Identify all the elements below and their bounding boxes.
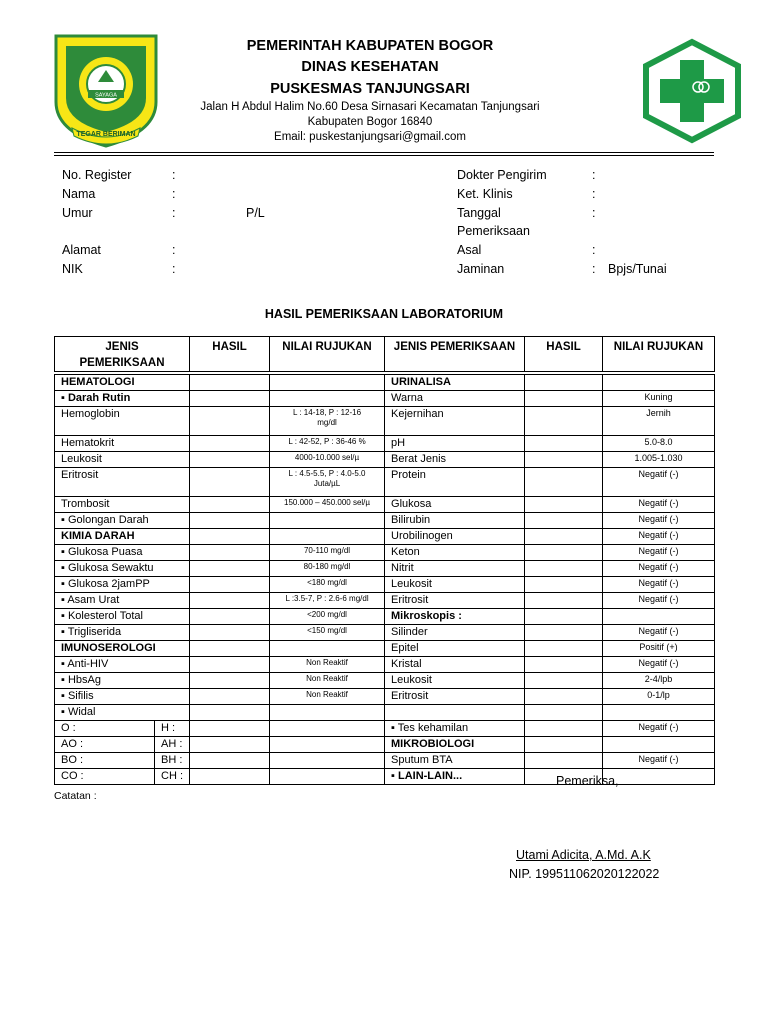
left-result-cell	[190, 391, 270, 407]
left-result-cell	[190, 436, 270, 452]
left-result-cell	[190, 737, 270, 753]
right-result-cell	[525, 391, 603, 407]
left-result-cell	[190, 545, 270, 561]
right-reference	[603, 609, 715, 625]
left-exam-name: ▪ Darah Rutin	[55, 391, 190, 407]
right-reference: Jernih	[603, 407, 715, 436]
left-reference: Non Reaktif	[270, 657, 385, 673]
col-hasil-left: HASIL	[190, 337, 270, 372]
widal-o-label: O :	[55, 721, 155, 737]
svg-text:TEGAR BERIMAN: TEGAR BERIMAN	[76, 131, 136, 138]
table-row	[55, 452, 715, 468]
right-result-cell	[525, 497, 603, 513]
left-result-cell	[190, 769, 270, 785]
left-result-cell	[190, 657, 270, 673]
right-exam-name: Kejernihan	[385, 407, 525, 436]
col-rujukan-right: NILAI RUJUKAN	[603, 337, 715, 372]
right-result-cell	[525, 625, 603, 641]
right-reference: Kuning	[603, 391, 715, 407]
catatan-label: Catatan :	[54, 790, 97, 802]
table-row	[55, 609, 715, 625]
right-exam-name: ▪ LAIN-LAIN...	[385, 769, 525, 785]
left-result-cell	[190, 641, 270, 657]
table-row	[55, 705, 715, 721]
left-result-cell	[190, 609, 270, 625]
left-exam-name: Trombosit	[55, 497, 190, 513]
examiner-name: Utami Adicita, A.Md. A.K	[516, 848, 651, 862]
left-reference	[270, 391, 385, 407]
right-reference: Negatif (-)	[603, 625, 715, 641]
tanggal-label: Tanggal	[457, 206, 501, 220]
left-exam-name: ▪ HbsAg	[55, 673, 190, 689]
nama-label: Nama	[62, 187, 96, 201]
right-exam-name: ▪ Tes kehamilan	[385, 721, 525, 737]
right-result-cell	[525, 721, 603, 737]
right-result-cell	[525, 753, 603, 769]
right-exam-name: Silinder	[385, 625, 525, 641]
widal-h-label: H :	[155, 721, 190, 737]
right-result-cell	[525, 593, 603, 609]
table-row	[55, 625, 715, 641]
left-exam-name: ▪ Sifilis	[55, 689, 190, 705]
left-reference: 80-180 mg/dl	[270, 561, 385, 577]
right-result-cell	[525, 407, 603, 436]
right-result-cell	[525, 513, 603, 529]
left-exam-name: Eritrosit	[55, 468, 190, 497]
right-reference: Negatif (-)	[603, 577, 715, 593]
patient-info-left: No. Register : Nama : Umur : P/L Alamat : NIK :	[62, 166, 362, 286]
no-register-label: No. Register	[62, 168, 132, 182]
right-exam-name: Epitel	[385, 641, 525, 657]
left-exam-name: ▪ Glukosa Puasa	[55, 545, 190, 561]
right-exam-name: Protein	[385, 468, 525, 497]
table-row	[55, 391, 715, 407]
right-result-cell	[525, 545, 603, 561]
widal-o-label: CO :	[55, 769, 155, 785]
patient-info-right: Dokter Pengirim : Ket. Klinis : Tanggal : Pemeriksaan Asal : Jaminan : Bpjs/Tunai	[457, 166, 717, 286]
col-jenis-right: JENIS PEMERIKSAAN	[385, 337, 525, 372]
left-reference: Non Reaktif	[270, 689, 385, 705]
right-result-cell	[525, 673, 603, 689]
dokter-pengirim-label: Dokter Pengirim	[457, 168, 547, 182]
right-reference: Negatif (-)	[603, 529, 715, 545]
left-reference	[270, 375, 385, 391]
left-exam-name: KIMIA DARAH	[55, 529, 190, 545]
right-reference	[603, 769, 715, 785]
left-result-cell	[190, 721, 270, 737]
right-exam-name: Glukosa	[385, 497, 525, 513]
right-reference: Negatif (-)	[603, 561, 715, 577]
left-exam-name: HEMATOLOGI	[55, 375, 190, 391]
puskesmas-name: PUSKESMAS TANJUNGSARI	[270, 81, 470, 97]
right-exam-name: Eritrosit	[385, 593, 525, 609]
table-row	[55, 407, 715, 436]
left-result-cell	[190, 375, 270, 391]
puskesmas-logo-icon	[640, 38, 744, 144]
letterhead	[170, 36, 570, 145]
widal-o-label: AO :	[55, 737, 155, 753]
left-result-cell	[190, 753, 270, 769]
right-exam-name: MIKROBIOLOGI	[385, 737, 525, 753]
widal-o-label: BO :	[55, 753, 155, 769]
right-reference: Negatif (-)	[603, 657, 715, 673]
government-name: PEMERINTAH KABUPATEN BOGOR	[246, 38, 494, 54]
left-result-cell	[190, 468, 270, 497]
table-row	[55, 721, 715, 737]
asal-label: Asal	[457, 243, 482, 257]
right-reference: 2-4/lpb	[603, 673, 715, 689]
right-exam-name: Sputum BTA	[385, 753, 525, 769]
examiner-nip: NIP. 199511062020122022	[509, 867, 660, 881]
table-row	[55, 577, 715, 593]
left-exam-name: Hematokrit	[55, 436, 190, 452]
right-result-cell	[525, 436, 603, 452]
right-exam-name: pH	[385, 436, 525, 452]
table-row	[55, 689, 715, 705]
umur-label: Umur	[62, 206, 93, 220]
right-exam-name: Keton	[385, 545, 525, 561]
left-reference	[270, 753, 385, 769]
left-reference: 4000-10.000 sel/µ	[270, 452, 385, 468]
left-reference: L :3.5-7, P : 2.6-6 mg/dl	[270, 593, 385, 609]
table-row	[55, 468, 715, 497]
widal-h-label: AH :	[155, 737, 190, 753]
left-reference	[270, 529, 385, 545]
right-exam-name: Leukosit	[385, 577, 525, 593]
table-row	[55, 657, 715, 673]
right-reference	[603, 375, 715, 391]
col-hasil-right: HASIL	[525, 337, 603, 372]
right-result-cell	[525, 609, 603, 625]
left-result-cell	[190, 529, 270, 545]
left-result-cell	[190, 497, 270, 513]
right-exam-name: Kristal	[385, 657, 525, 673]
table-row	[55, 737, 715, 753]
right-exam-name: Nitrit	[385, 561, 525, 577]
right-exam-name: Warna	[385, 391, 525, 407]
right-reference: 0-1/lp	[603, 689, 715, 705]
lab-results-table	[54, 336, 715, 785]
right-reference: Negatif (-)	[603, 593, 715, 609]
right-reference: Negatif (-)	[603, 753, 715, 769]
department-name: DINAS KESEHATAN	[301, 59, 439, 75]
left-reference: L : 42-52, P : 36-46 %	[270, 436, 385, 452]
left-exam-name: ▪ Trigliserida	[55, 625, 190, 641]
left-exam-name: ▪ Glukosa 2jamPP	[55, 577, 190, 593]
left-exam-name: ▪ Glukosa Sewaktu	[55, 561, 190, 577]
right-result-cell	[525, 468, 603, 497]
right-result-cell	[525, 689, 603, 705]
right-result-cell	[525, 529, 603, 545]
right-exam-name	[385, 705, 525, 721]
left-result-cell	[190, 407, 270, 436]
email-line: Email: puskestanjungsari@gmail.com	[274, 131, 466, 143]
header-divider	[54, 152, 714, 153]
left-result-cell	[190, 593, 270, 609]
form-title: HASIL PEMERIKSAAN LABORATORIUM	[264, 307, 504, 321]
right-result-cell	[525, 561, 603, 577]
address-line-2: Kabupaten Bogor 16840	[307, 116, 433, 128]
left-exam-name: ▪ Kolesterol Total	[55, 609, 190, 625]
left-result-cell	[190, 705, 270, 721]
pemeriksaan-label: Pemeriksaan	[457, 224, 530, 238]
left-exam-name: Leukosit	[55, 452, 190, 468]
right-result-cell	[525, 657, 603, 673]
table-row	[55, 375, 715, 391]
left-reference: L : 4.5-5.5, P : 4.0-5.0 Juta/µL	[270, 468, 385, 497]
right-reference: Negatif (-)	[603, 468, 715, 497]
col-rujukan-left: NILAI RUJUKAN	[270, 337, 385, 372]
table-row	[55, 529, 715, 545]
left-reference	[270, 769, 385, 785]
left-reference: <180 mg/dl	[270, 577, 385, 593]
left-exam-name: ▪ Asam Urat	[55, 593, 190, 609]
table-row	[55, 753, 715, 769]
right-exam-name: Leukosit	[385, 673, 525, 689]
right-result-cell	[525, 737, 603, 753]
left-result-cell	[190, 561, 270, 577]
gender-value: P/L	[246, 206, 265, 220]
ket-klinis-label: Ket. Klinis	[457, 187, 513, 201]
right-reference: Negatif (-)	[603, 497, 715, 513]
right-reference: Negatif (-)	[603, 721, 715, 737]
right-exam-name: Urobilinogen	[385, 529, 525, 545]
address-line-1: Jalan H Abdul Halim No.60 Desa Sirnasari Kecamatan Tanjungsari	[200, 101, 540, 113]
right-result-cell	[525, 452, 603, 468]
left-exam-name: ▪ Anti-HIV	[55, 657, 190, 673]
left-result-cell	[190, 513, 270, 529]
widal-h-label: CH :	[155, 769, 190, 785]
right-reference: Positif (+)	[603, 641, 715, 657]
jaminan-value: Bpjs/Tunai	[608, 262, 667, 276]
table-row	[55, 436, 715, 452]
right-exam-name: Bilirubin	[385, 513, 525, 529]
left-result-cell	[190, 689, 270, 705]
right-exam-name: Eritrosit	[385, 689, 525, 705]
table-row	[55, 561, 715, 577]
right-reference	[603, 705, 715, 721]
left-result-cell	[190, 673, 270, 689]
left-result-cell	[190, 625, 270, 641]
left-exam-name: IMUNOSEROLOGI	[55, 641, 190, 657]
right-reference: 1.005-1.030	[603, 452, 715, 468]
table-header-row	[55, 337, 715, 372]
header-divider-2	[54, 155, 714, 156]
col-jenis-left: JENIS PEMERIKSAAN	[55, 337, 190, 372]
left-reference	[270, 641, 385, 657]
right-reference: Negatif (-)	[603, 545, 715, 561]
left-reference	[270, 721, 385, 737]
left-exam-name: Hemoglobin	[55, 407, 190, 436]
left-result-cell	[190, 452, 270, 468]
left-reference	[270, 737, 385, 753]
left-reference	[270, 513, 385, 529]
right-reference: 5.0-8.0	[603, 436, 715, 452]
table-row	[55, 497, 715, 513]
table-row	[55, 513, 715, 529]
left-reference: L : 14-18, P : 12-16 mg/dl	[270, 407, 385, 436]
right-result-cell	[525, 705, 603, 721]
right-result-cell	[525, 641, 603, 657]
right-exam-name: Mikroskopis :	[385, 609, 525, 625]
table-row	[55, 641, 715, 657]
left-exam-name: ▪ Golongan Darah	[55, 513, 190, 529]
jaminan-label: Jaminan	[457, 262, 505, 276]
right-exam-name: URINALISA	[385, 375, 525, 391]
alamat-label: Alamat	[62, 243, 101, 257]
pemeriksa-label: Pemeriksa,	[556, 774, 619, 788]
left-reference: 70-110 mg/dl	[270, 545, 385, 561]
table-row	[55, 673, 715, 689]
bogor-regency-emblem-icon	[52, 32, 160, 148]
left-reference: 150.000 – 450.000 sel/µ	[270, 497, 385, 513]
left-exam-name: ▪ Widal	[55, 705, 190, 721]
left-reference: Non Reaktif	[270, 673, 385, 689]
right-reference: Negatif (-)	[603, 513, 715, 529]
left-result-cell	[190, 577, 270, 593]
table-row	[55, 593, 715, 609]
table-row	[55, 545, 715, 561]
widal-h-label: BH :	[155, 753, 190, 769]
left-reference: <150 mg/dl	[270, 625, 385, 641]
nik-label: NIK	[62, 262, 83, 276]
right-reference	[603, 737, 715, 753]
left-reference: <200 mg/dl	[270, 609, 385, 625]
right-result-cell	[525, 577, 603, 593]
right-exam-name: Berat Jenis	[385, 452, 525, 468]
left-reference	[270, 705, 385, 721]
right-result-cell	[525, 375, 603, 391]
svg-text:SAYAGA: SAYAGA	[95, 92, 117, 99]
